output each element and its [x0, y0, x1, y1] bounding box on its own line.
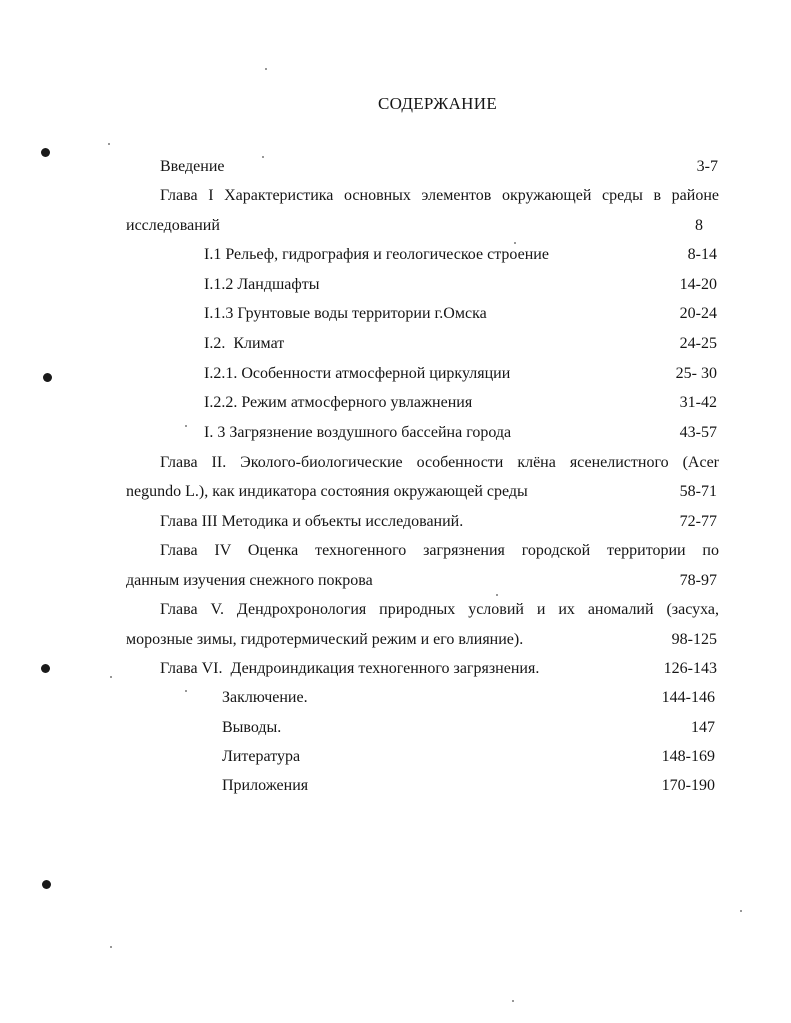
- toc-entry-text: I.1.2 Ландшафты: [204, 276, 320, 293]
- binder-hole-mark: [42, 880, 51, 889]
- toc-entry-text: I.2.2. Режим атмосферного увлажнения: [204, 394, 473, 411]
- scan-speck: [185, 425, 187, 427]
- toc-entry-text: Литература: [222, 748, 301, 765]
- toc-entry-text: I.1.3 Грунтовые воды территории г.Омска: [204, 305, 487, 322]
- toc-entry-text: Выводы.: [222, 719, 282, 736]
- page-title: СОДЕРЖАНИЕ: [377, 94, 498, 113]
- toc-entry-page: 43-57: [679, 424, 717, 441]
- toc-entry-page: 25- 30: [675, 365, 717, 382]
- toc-entry-text: I.2.1. Особенности атмосферной циркуляции: [204, 365, 511, 382]
- toc-entry-page: 31-42: [679, 394, 717, 411]
- toc-entry-text: Глава III Методика и объекты исследований.: [160, 513, 464, 530]
- toc-entry-page: 98-125: [671, 631, 717, 648]
- toc-entry-page: 126-143: [663, 660, 717, 677]
- toc-entry-page: 8-14: [687, 246, 717, 263]
- binder-hole-mark: [41, 664, 50, 673]
- scan-speck: [108, 143, 110, 145]
- toc-entry-text: данным изучения снежного покрова: [126, 572, 373, 589]
- toc-entry-text: I. 3 Загрязнение воздушного бассейна города: [204, 424, 512, 441]
- scan-speck: [740, 910, 742, 912]
- scan-speck: [110, 946, 112, 948]
- toc-entry-text: I.1 Рельеф, гидрография и геологическое строение: [204, 246, 549, 263]
- toc-entry-page: 78-97: [679, 572, 717, 589]
- toc-entry-page: 3-7: [696, 158, 718, 175]
- toc-entry-chapter4-line1: Глава IV Оценка техногенного загрязнения городской территории по: [160, 542, 719, 559]
- toc-entry-page: 58-71: [679, 483, 717, 500]
- toc-entry-chapter1-line1: Глава I Характеристика основных элементов окружающей среды в районе: [160, 187, 719, 204]
- scan-speck: [512, 1000, 514, 1002]
- toc-entry-text: Заключение.: [222, 689, 308, 706]
- scan-speck: [496, 594, 498, 596]
- toc-entry-page: 20-24: [679, 305, 717, 322]
- toc-entry-page: 24-25: [679, 335, 717, 352]
- toc-entry-page: 8: [695, 217, 703, 234]
- binder-hole-mark: [41, 148, 50, 157]
- toc-entry-page: 72-77: [679, 513, 717, 530]
- toc-entry-page: 170-190: [661, 777, 715, 794]
- scan-speck: [185, 690, 187, 692]
- toc-entry-text: Глава VI. Дендроиндикация техногенного загрязнения.: [160, 660, 540, 677]
- toc-entry-chapter5-line1: Глава V. Дендрохронология природных условий и их аномалий (засуха,: [160, 601, 719, 618]
- toc-entry-page: 148-169: [661, 748, 715, 765]
- toc-entry-text: I.2. Климат: [204, 335, 285, 352]
- scan-speck: [110, 676, 112, 678]
- toc-entry-text: морозные зимы, гидротермический режим и его влияние).: [126, 631, 524, 648]
- scan-speck: [262, 156, 264, 158]
- toc-entry-text: Приложения: [222, 777, 309, 794]
- toc-entry-page: 147: [691, 719, 715, 736]
- toc-entry-text: negundo L.), как индикатора состояния окружающей среды: [126, 483, 528, 500]
- toc-entry-page: 14-20: [679, 276, 717, 293]
- scan-speck: [514, 242, 516, 244]
- toc-entry-page: 144-146: [661, 689, 715, 706]
- binder-hole-mark: [43, 373, 52, 382]
- toc-entry-text: исследований: [126, 217, 220, 234]
- scan-speck: [265, 68, 267, 70]
- toc-entry-chapter2-line1: Глава II. Эколого-биологические особенности клёна ясенелистного (Acer: [160, 454, 719, 471]
- toc-entry-text: Введение: [160, 158, 225, 175]
